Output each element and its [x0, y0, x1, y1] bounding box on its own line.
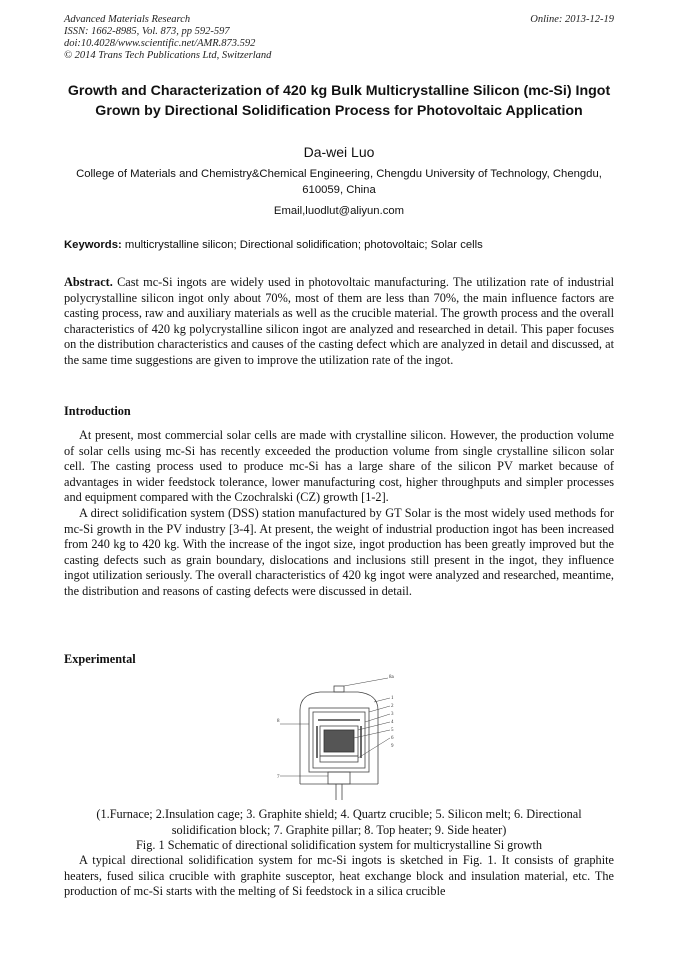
figure-legend: (1.Furnace; 2.Insulation cage; 3. Graphite shield; 4. Quartz crucible; 5. Silicon melt; 6. Directional solidification block; 7. Graphite pillar; 8. Top heater; 9. Side heater)	[96, 807, 582, 837]
keywords-line	[64, 237, 614, 253]
figure-label-5: 5	[391, 728, 394, 733]
journal-issn: ISSN: 1662-8985, Vol. 873, pp 592-597	[64, 26, 230, 37]
figure-label-3: 3	[391, 712, 394, 717]
figure-label-9: 9	[391, 744, 394, 749]
author-affiliation: College of Materials and Chemistry&Chemical Engineering, Chengdu University of Technology, Chengdu, 610059, China	[76, 168, 602, 196]
introduction-body	[64, 428, 614, 600]
keywords-label: Keywords:	[64, 239, 122, 251]
figure-label-4: 4	[391, 720, 394, 725]
keywords-text: multicrystalline silicon; Directional solidification; photovoltaic; Solar cells	[124, 239, 483, 251]
experimental-heading: Experimental	[64, 652, 136, 666]
figure-label-7: 7	[277, 775, 280, 780]
introduction-paragraph-2: A direct solidification system (DSS) station manufactured by GT Solar is the most widely used methods for mc-Si growth in the PV industry [3-4]. At present, the weight of industrial production ingot has been increased from 240 kg to 420 kg. With the increase of the ingot size, ingot production has been greatly improved but the casting defects such as grain boundary, dislocations and inclusions still present in the ingot, they influence ingot utilization seriously. The overall characteristics of 420 kg ingot were analyzed and researched, meantime, the distribution and reasons of casting defects were discussed in detail.	[64, 505, 614, 598]
introduction-paragraph-1: At present, most commercial solar cells are made with crystalline silicon. However, the production volume of solar cells using mc-Si has recently exceeded the production volume from single crystalline silicon solar cell. The casting process used to produce mc-Si has a large share of the silicon PV market because of advantages in wider feedstock tolerance, lower manufacturing cost, higher throughputs and simpler processes and equipment compared with the Czochralski (CZ) growth [1-2].	[64, 428, 614, 505]
figure-label-8: 8	[277, 719, 280, 724]
abstract-text: Cast mc-Si ingots are widely used in photovoltaic manufacturing. The utilization rate of industrial polycrystalline silicon ingot only about 70%, most of them are less than 70%, the main influence factors are casting process, raw and auxiliary materials as well as the crucible material. The growth process and the overall characteristics of 420 kg polycrystalline silicon ingot are analyzed and researched in detail. This paper focuses on the distribution characteristics and causes of the casting defect which are analyzed in detail and discussed, at the same time suggestions are given to improve the utilization rate of the ingot.	[64, 275, 614, 367]
figure-label-6: 6	[391, 736, 394, 741]
figure-label-1: 1	[391, 696, 394, 701]
journal-doi: doi:10.4028/www.scientific.net/AMR.873.592	[64, 38, 256, 49]
figure-caption: Fig. 1 Schematic of directional solidification system for multicrystalline Si growth	[135, 838, 543, 852]
abstract-label: Abstract.	[64, 275, 113, 289]
experimental-paragraph: A typical directional solidification system for mc-Si ingots is sketched in Fig. 1. It consists of graphite heaters, fused silica crucible with graphite susceptor, heat exchange block and insulation material, etc. The production of mc-Si starts with the melting of Si feedstock in a silica crucible	[64, 853, 614, 899]
author-name: Da-wei Luo	[303, 144, 375, 160]
journal-copyright: © 2014 Trans Tech Publications Ltd, Switzerland	[64, 50, 272, 61]
abstract	[64, 275, 614, 369]
author-email: Email,luodlut@aliyun.com	[273, 205, 405, 217]
introduction-heading: Introduction	[64, 404, 131, 418]
paper-title: Growth and Characterization of 420 kg Bulk Multicrystalline Silicon (mc-Si) Ingot Grown by Directional Solidification Process for Photovoltaic Application	[67, 83, 611, 119]
journal-header	[64, 14, 614, 62]
online-date: Online: 2013-12-19	[530, 14, 614, 25]
figure-label-8a: 8a	[389, 675, 394, 680]
figure-label-2: 2	[391, 704, 394, 709]
experimental-body	[64, 853, 614, 900]
journal-name: Advanced Materials Research	[64, 14, 191, 25]
furnace-schematic-figure	[276, 672, 402, 804]
